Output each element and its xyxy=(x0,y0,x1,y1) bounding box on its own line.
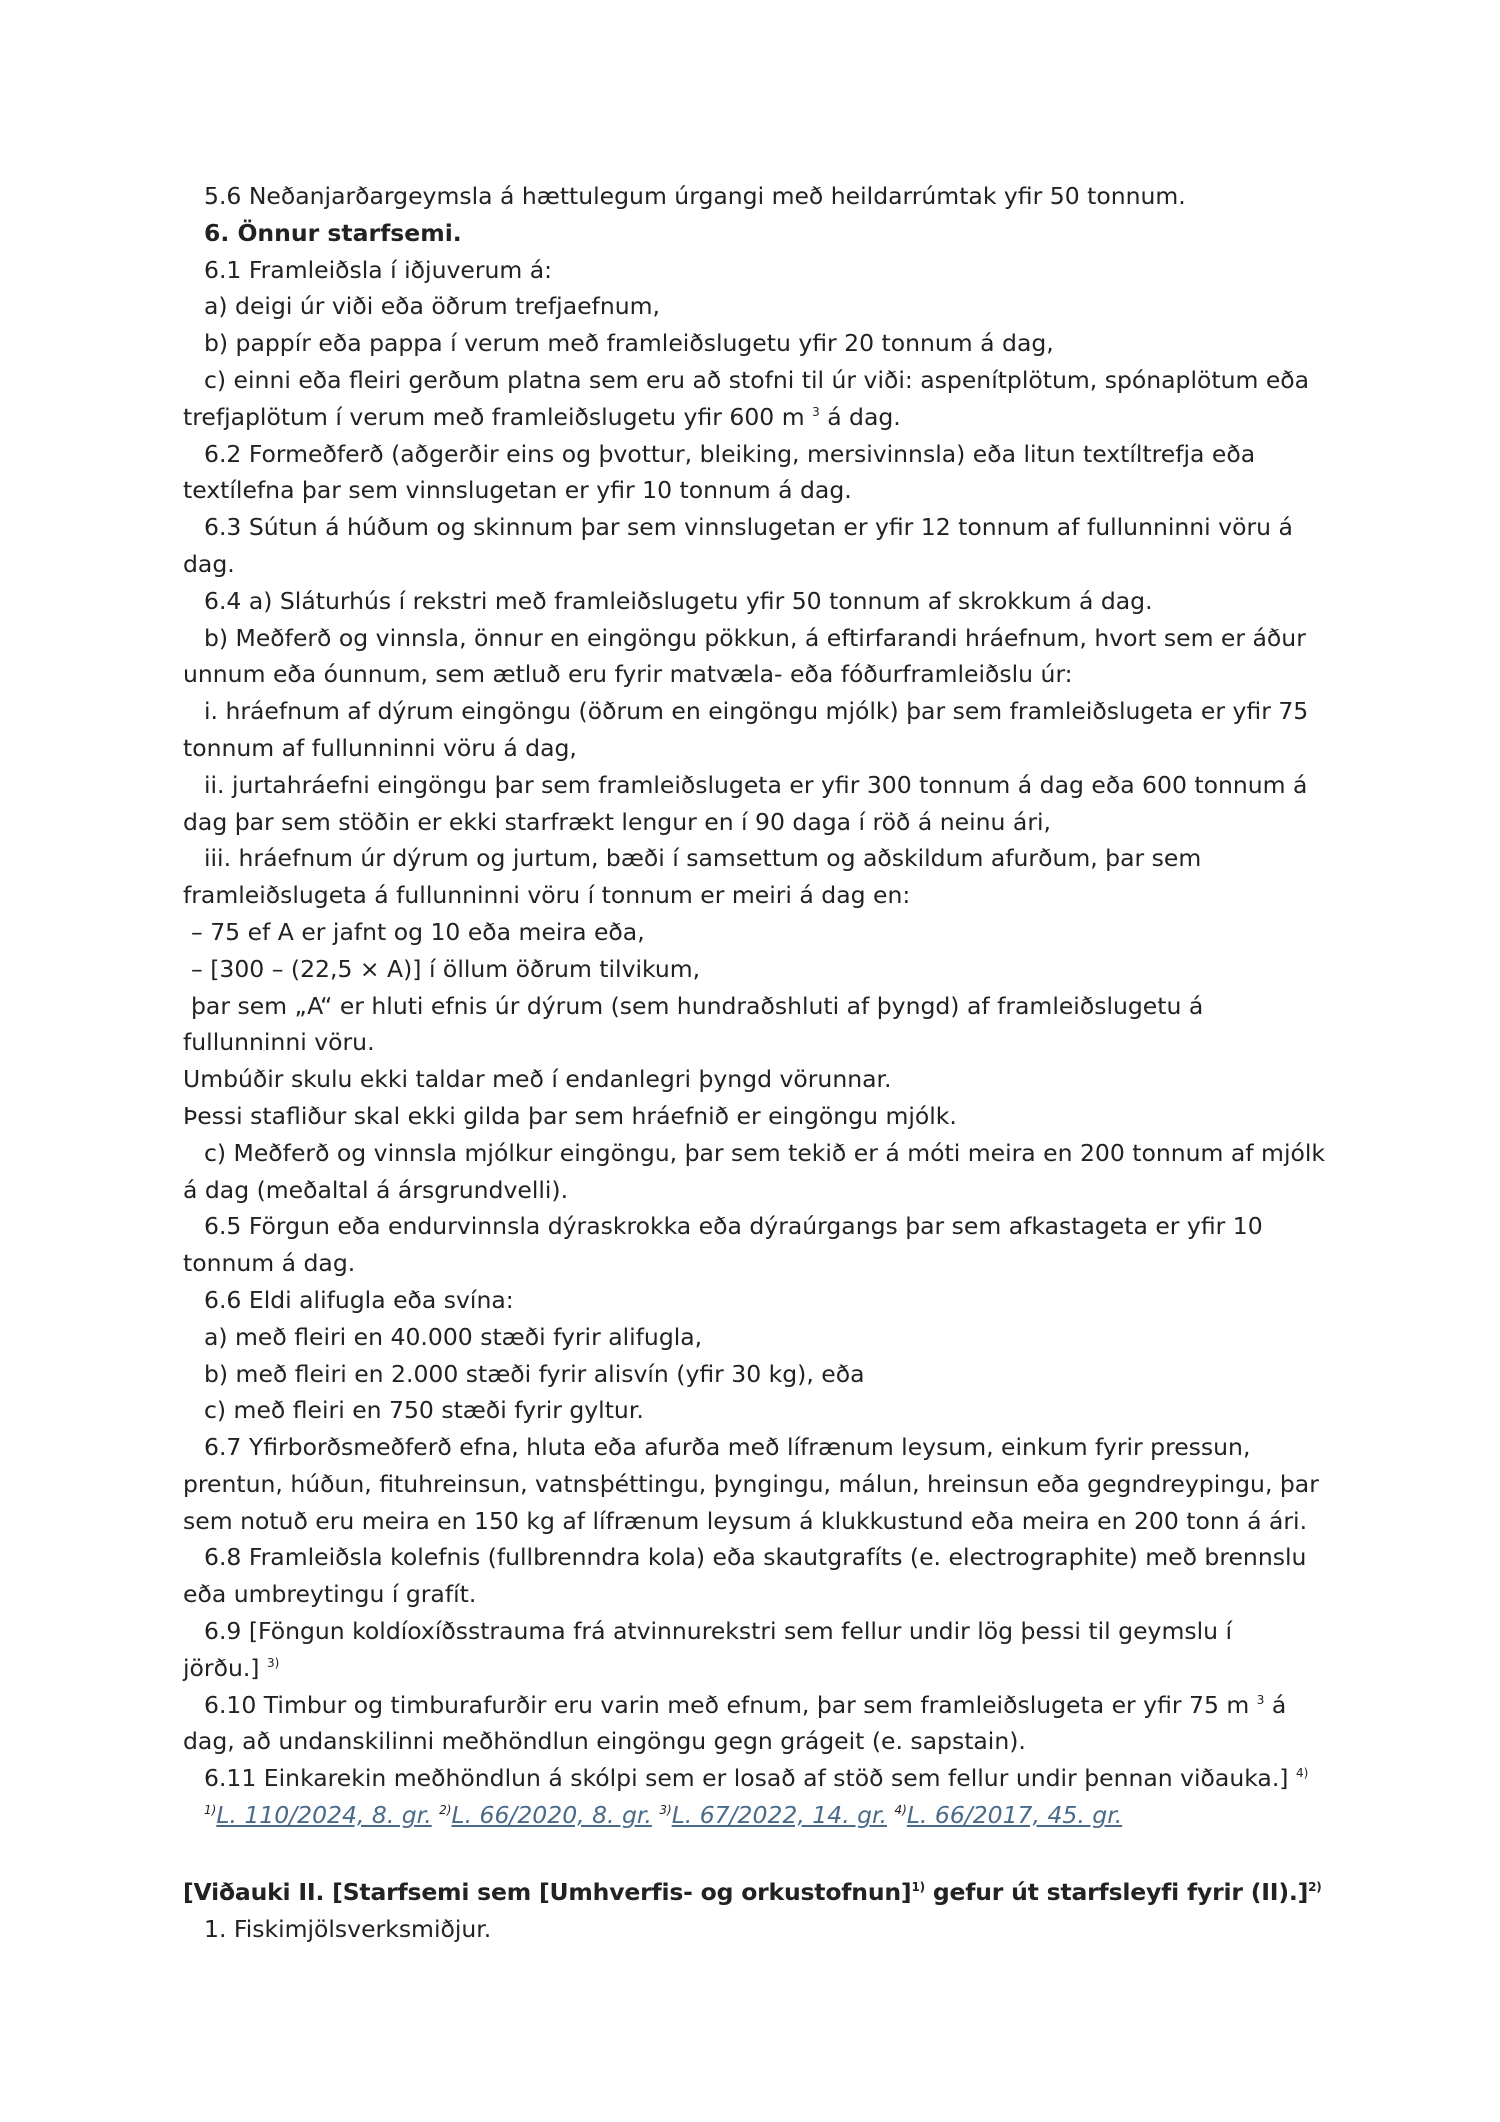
text-line: tonnum af fullunninni vöru á dag, xyxy=(183,733,577,762)
text-line: fullunninni vöru. xyxy=(183,1028,375,1057)
footnote-number: 2) xyxy=(439,1803,452,1818)
text-line: ii. jurtahráefni eingöngu þar sem framleiðslugeta er yfir 300 tonnum á dag eða 600 tonnum á xyxy=(204,770,1308,799)
text-line: trefjaplötum í verum með framleiðslugetu yfir 600 m $^3$ á dag. xyxy=(183,402,901,431)
footnote-number: 1) xyxy=(204,1803,217,1818)
footnote-link[interactable]: L. 67/2022, 14. gr. xyxy=(671,1801,888,1830)
annex-heading: [Viðauki II. [Starfsemi sem [Umhverfis- og orkustofnun]$^{1)}$ gefur út starfsleyfi fyrir (II).]$^{2)}$ xyxy=(183,1877,1322,1906)
text-line: 6.11 Einkarekin meðhöndlun á skólpi sem er losað af stöð sem fellur undir þennan viðauka.] $^{4)}$ xyxy=(204,1764,1309,1793)
text-line: b) Meðferð og vinnsla, önnur en eingöngu pökkun, á eftirfarandi hráefnum, hvort sem er áður xyxy=(204,623,1306,652)
text-line: 6.7 Yfirborðsmeðferð efna, hluta eða afurða með lífrænum leysum, einkum fyrir pressun, xyxy=(204,1433,1251,1462)
text-line: c) með fleiri en 750 stæði fyrir gyltur. xyxy=(204,1396,644,1425)
footnote-number: 3) xyxy=(659,1803,672,1818)
text-line: 6.4 a) Sláturhús í rekstri með framleiðslugetu yfir 50 tonnum af skrokkum á dag. xyxy=(204,586,1153,615)
text-line: textílefna þar sem vinnslugetan er yfir 10 tonnum á dag. xyxy=(183,476,852,505)
text-line: c) einni eða fleiri gerðum platna sem eru að stofni til úr viði: aspenítplötum, spónaplötum eða xyxy=(204,365,1310,394)
text-line: b) pappír eða pappa í verum með framleiðslugetu yfir 20 tonnum á dag, xyxy=(204,329,1054,358)
footnotes xyxy=(183,1797,1343,1834)
text-line: iii. hráefnum úr dýrum og jurtum, bæði í samsettum og aðskildum afurðum, þar sem xyxy=(204,844,1202,873)
text-line: á dag (meðaltal á ársgrundvelli). xyxy=(183,1175,569,1204)
text-line: Umbúðir skulu ekki taldar með í endanlegri þyngd vörunnar. xyxy=(183,1065,892,1094)
text-line: a) með fleiri en 40.000 stæði fyrir alifugla, xyxy=(204,1322,703,1351)
footnote-link[interactable]: L. 110/2024, 8. gr. xyxy=(216,1801,432,1830)
footnote-ref: 2) xyxy=(1308,1879,1322,1894)
footnote-number: 4) xyxy=(894,1803,907,1818)
text-line: framleiðslugeta á fullunninni vöru í tonnum er meiri á dag en: xyxy=(183,881,911,910)
footnote-link[interactable]: L. 66/2020, 8. gr. xyxy=(451,1801,652,1830)
text-line: 6.8 Framleiðsla kolefnis (fullbrenndra kola) eða skautgrafíts (e. electrographite) með brennslu xyxy=(204,1543,1307,1572)
footnote-link[interactable]: L. 66/2017, 45. gr. xyxy=(906,1801,1123,1830)
text-line: 6.10 Timbur og timburafurðir eru varin með efnum, þar sem framleiðslugeta er yfir 75 m $^3$ á xyxy=(204,1690,1287,1719)
text-line: jörðu.] $^{3)}$ xyxy=(183,1653,280,1682)
text-line: þar sem „A“ er hluti efnis úr dýrum (sem hundraðshluti af þyngd) af framleiðslugetu á xyxy=(191,991,1204,1020)
superscript: 3 xyxy=(1256,1692,1265,1707)
footnote-ref: 3) xyxy=(266,1655,280,1670)
text-line: a) deigi úr viði eða öðrum trefjaefnum, xyxy=(204,292,660,321)
footnote-ref: 4) xyxy=(1295,1766,1309,1781)
footnote-ref: 1) xyxy=(911,1879,925,1894)
text-line: unnum eða óunnum, sem ætluð eru fyrir matvæla- eða fóðurframleiðslu úr: xyxy=(183,660,1073,689)
section-heading: 6. Önnur starfsemi. xyxy=(204,218,462,247)
text-line: i. hráefnum af dýrum eingöngu (öðrum en eingöngu mjólk) þar sem framleiðslugeta er yfir 75 xyxy=(204,697,1309,726)
text-line: 6.6 Eldi alifugla eða svína: xyxy=(204,1285,514,1314)
text-line: dag, að undanskilinni meðhöndlun eingöngu gegn grágeit (e. sapstain). xyxy=(183,1727,1026,1756)
text-line: 6.2 Formeðferð (aðgerðir eins og þvottur, bleiking, mersivinnsla) eða litun textíltrefja eða xyxy=(204,439,1256,468)
text-line: dag. xyxy=(183,549,235,578)
text-line: – [300 – (22,5 × A)] í öllum öðrum tilvikum, xyxy=(191,954,701,983)
text-line: 6.3 Sútun á húðum og skinnum þar sem vinnslugetan er yfir 12 tonnum af fullunninni vöru á xyxy=(204,513,1293,542)
text-line: 6.5 Förgun eða endurvinnsla dýraskrokka eða dýraúrgangs þar sem afkastageta er yfir 10 xyxy=(204,1212,1263,1241)
text-line: – 75 ef A er jafnt og 10 eða meira eða, xyxy=(191,917,645,946)
text-line: 5.6 Neðanjarðargeymsla á hættulegum úrgangi með heildarrúmtak yfir 50 tonnum. xyxy=(204,182,1186,210)
text-line: dag þar sem stöðin er ekki starfrækt lengur en í 90 daga í röð á neinu ári, xyxy=(183,807,1051,836)
text-line: Þessi stafliður skal ekki gilda þar sem hráefnið er eingöngu mjólk. xyxy=(183,1101,957,1130)
document-page xyxy=(183,178,1343,1947)
text-line: tonnum á dag. xyxy=(183,1249,356,1278)
text-line: c) Meðferð og vinnsla mjólkur eingöngu, þar sem tekið er á móti meira en 200 tonnum af mjólk xyxy=(204,1138,1325,1167)
text-line: 6.1 Framleiðsla í iðjuverum á: xyxy=(204,255,553,284)
superscript: 3 xyxy=(812,404,820,419)
text-line: prentun, húðun, fituhreinsun, vatnsþéttingu, þyngingu, málun, hreinsun eða gegndreypingu, þar xyxy=(183,1469,1319,1498)
annex-item: 1. Fiskimjölsverksmiðjur. xyxy=(204,1914,492,1943)
text-line: b) með fleiri en 2.000 stæði fyrir alisvín (yfir 30 kg), eða xyxy=(204,1359,865,1388)
text-line: 6.9 [Föngun koldíoxíðsstrauma frá atvinnurekstri sem fellur undir lög þessi til geymslu í xyxy=(204,1617,1232,1646)
spacer xyxy=(183,1834,1343,1874)
text-line: sem notuð eru meira en 150 kg af lífrænum leysum á klukkustund eða meira en 200 tonn á ári. xyxy=(183,1506,1308,1535)
text-line: eða umbreytingu í grafít. xyxy=(183,1580,477,1609)
